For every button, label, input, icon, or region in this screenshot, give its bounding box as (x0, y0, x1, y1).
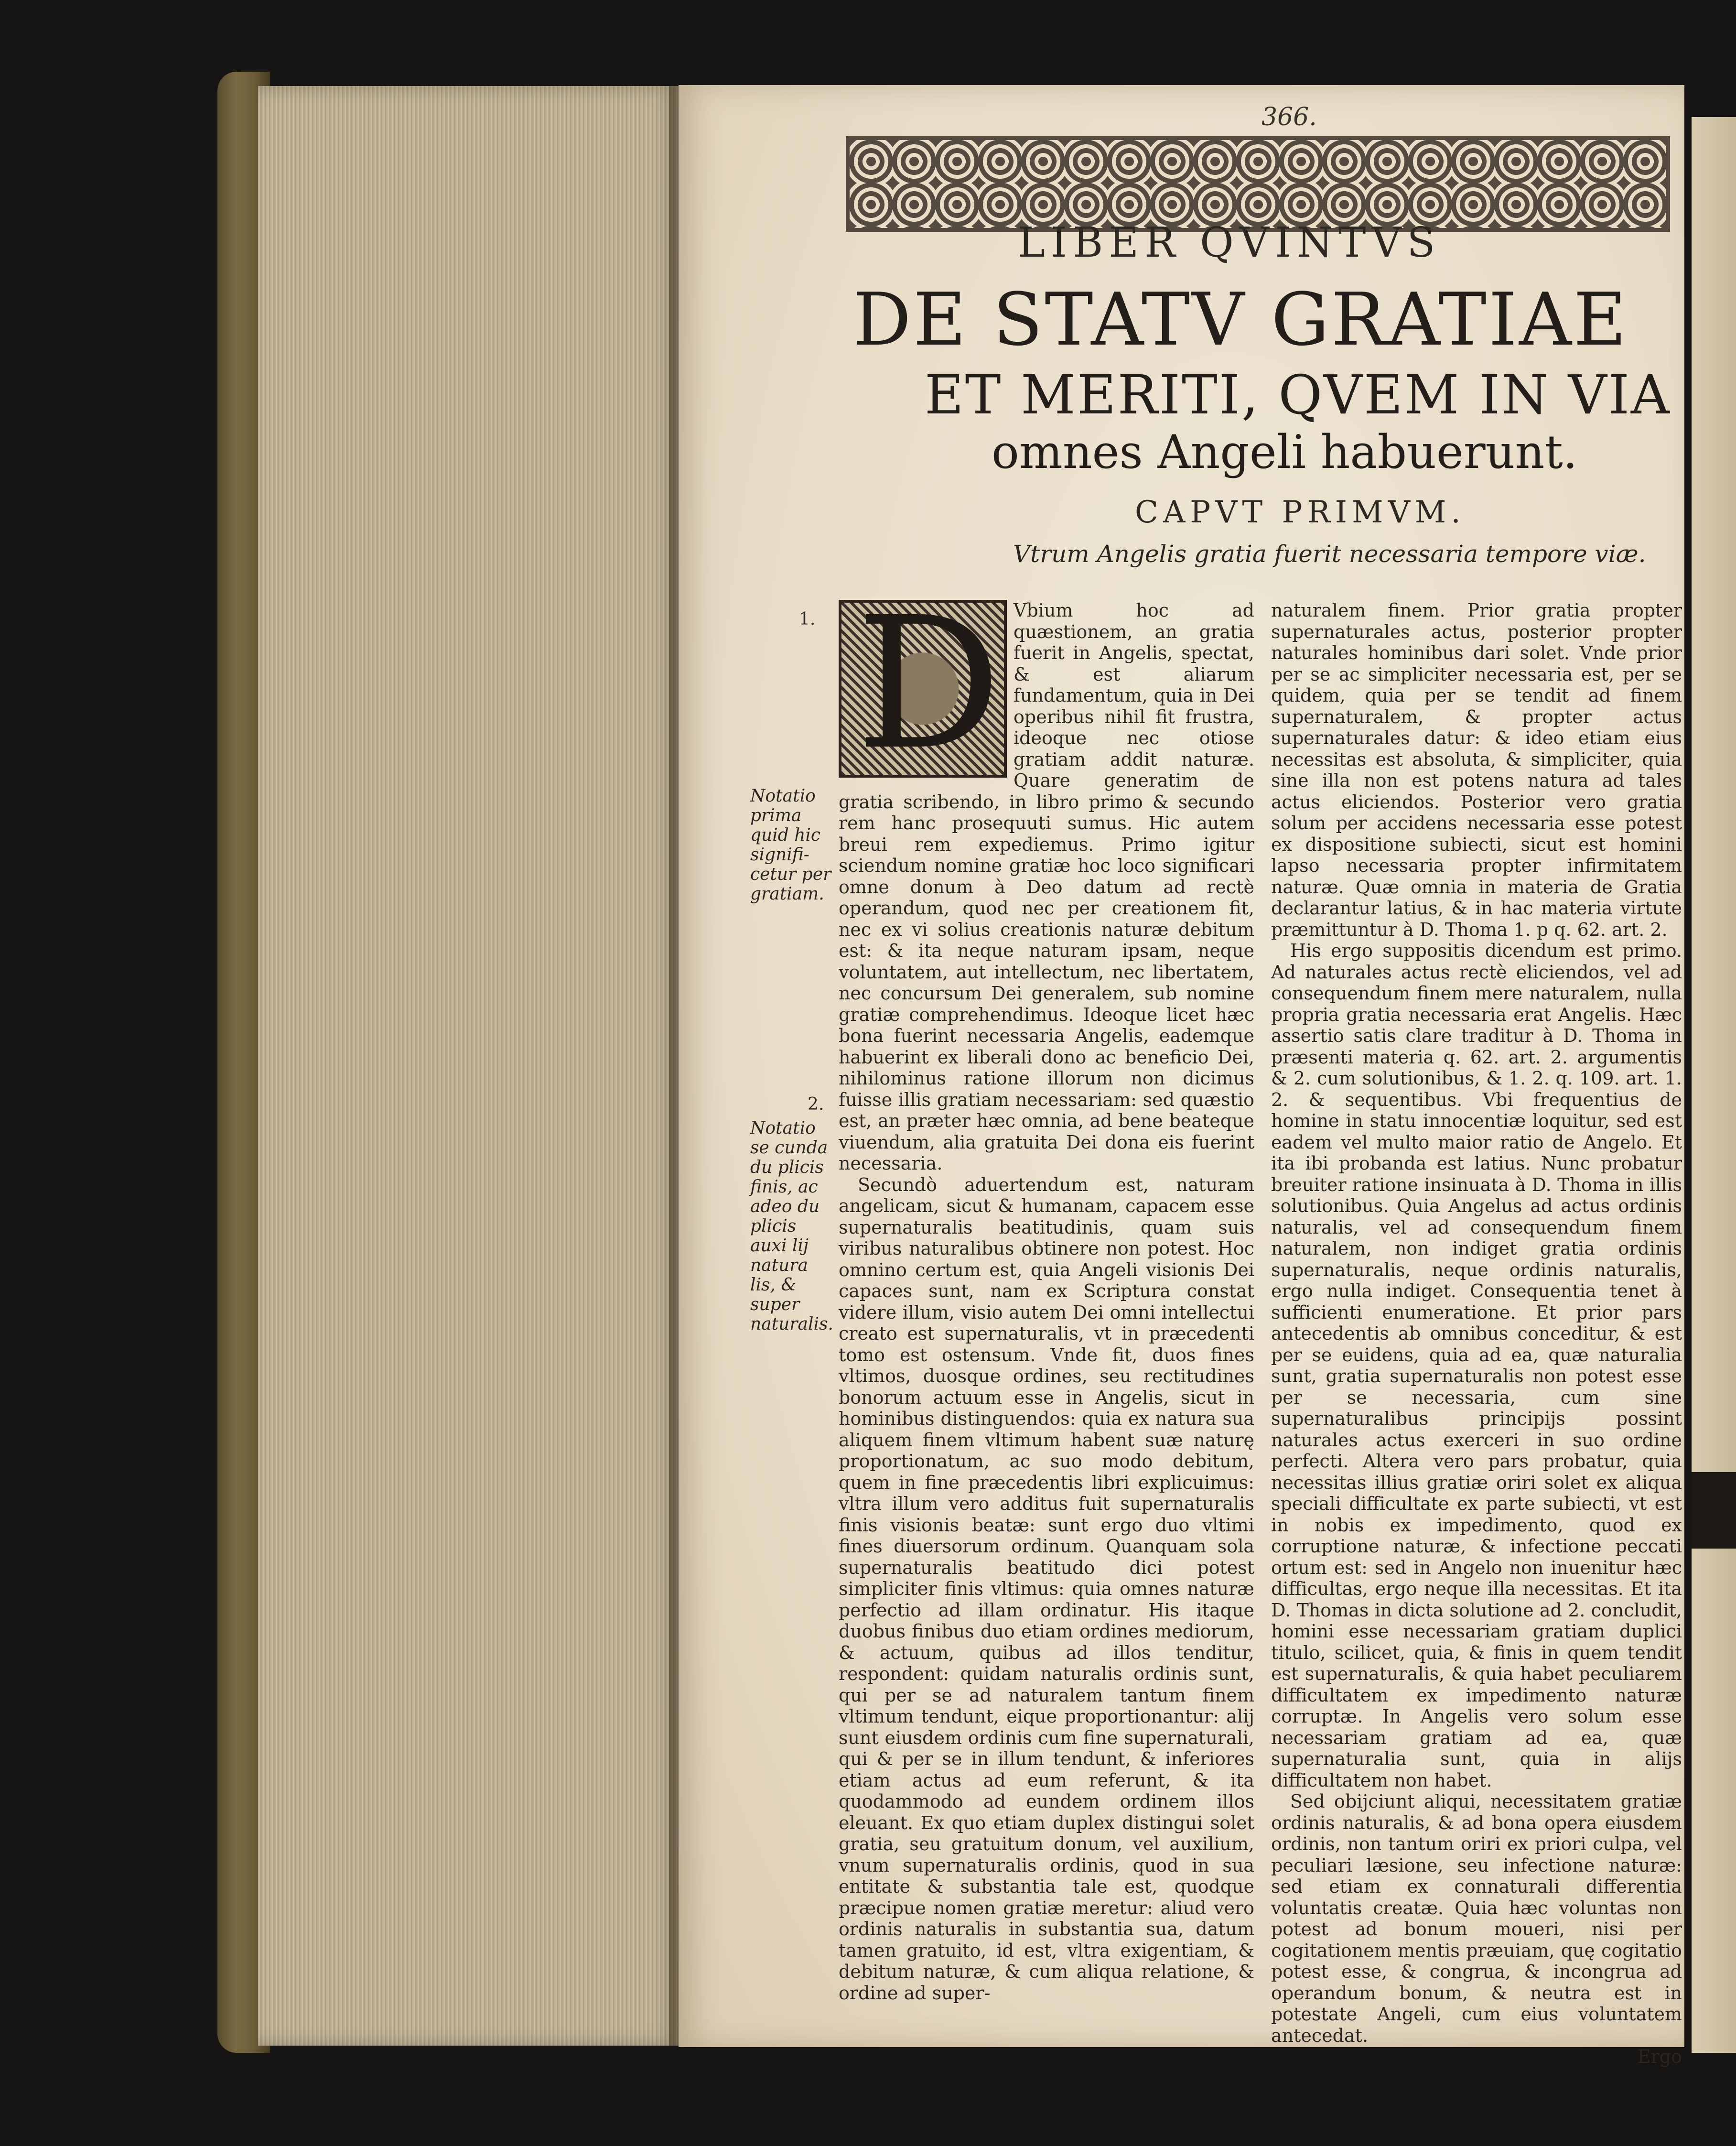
catchword: Ergo (1637, 2046, 1682, 2067)
initial-letter: D (856, 578, 1002, 790)
paragraph: Secundò aduertendum est, naturam angelicam, sicut & humanam, capacem esse supernaturalis beatitudinis, quam suis viribus naturalibus obtinere non potest. Hoc omnino certum est, quia Angeli visionis Dei capaces sunt, nam ex Scriptura constat videre illum, visio autem Dei omni intellectui creato est supernaturalis, vt in præcedenti tomo est ostensum. Vnde fit, duos fines vltimos, duosque ordines, seu rectitudines bonorum actuum esse in Angelis, sicut in hominibus distinguendos: quia ex natura sua aliquem finem vltimum habent suæ naturę proportionatum, ac suo modo debitum, quem in fine præcedentis libri explicuimus: vltra illum vero additus fuit supernaturalis finis visionis beatæ: sunt ergo duo vltimi fines diuersorum ordinum. Quanquam sola supernaturalis beatitudo dici potest simpliciter finis vltimus: quia omnes naturæ perfectio ad illam ordinatur. His itaque duobus finibus duo etiam ordines mediorum, & actuum, quibus ad illos tenditur, respondent: quidam naturalis ordinis sunt, qui per se ad naturalem tantum finem vltimum tendunt, eique proportionantur: alij sunt eiusdem ordinis cum fine supernaturali, qui & per se in illum tendunt, & inferiores etiam actus ad eum referunt, & ita quodammodo ad eundem ordinem illos eleuant. Ex quo etiam duplex distingui solet gratia, seu gratuitum donum, vel auxilium, vnum supernaturalis ordinis, quod in sua entitate & substantia tale est, quodque præcipue nomen gratiæ meretur: aliud vero ordinis naturalis in substantia sua, datum tamen gratuito, id est, vltra exigentiam, & debitum naturæ, & cum aliqua relatione, & ordine ad super- (839, 1174, 1254, 2004)
margin-number-1: 1. (799, 609, 816, 629)
page-number: 366. (1262, 103, 1317, 131)
chapter-heading: CAPVT PRIMVM. (1135, 495, 1466, 530)
title-line-2: ET MERITI, QVEM IN VIA (925, 364, 1671, 426)
ornamental-headpiece (846, 136, 1670, 232)
book-heading: LIBER QVINTVS (1018, 219, 1441, 267)
paragraph: naturalem finem. Prior gratia propter supernaturales actus, posterior propter naturales hominibus dari solet. Vnde prior per se ac simpliciter necessaria est, per se quidem, quia per se tendit ad finem supernaturalem, & propter actus supernaturales datur: & ideo etiam eius necessitas est absoluta, & simpliciter, quia sine illa non est potens natura ad tales actus eliciendos. Posterior vero gratia solum per accidens necessaria esse potest ex dispositione subiecti, sicut est homini lapso necessaria propter infirmitatem naturæ. Quæ omnia in materia de Gratia declarantur latius, & in hac materia virtute præmittuntur à D. Thoma 1. p q. 62. art. 2. (1271, 600, 1682, 940)
decorated-initial (839, 578, 1007, 790)
facing-page-edge (1692, 117, 1736, 2053)
right-text-column (1271, 600, 1682, 2068)
left-text-column (839, 578, 1254, 2004)
margin-note-2: Notatio se cunda du plicis finis, ac adeo du plicis auxi lij natura lis, & super naturalis. (750, 1118, 833, 1334)
paragraph: His ergo suppositis dicendum est primo. Ad naturales actus rectè eliciendos, vel ad consequendum finem mere naturalem, nulla propria gratia necessaria erat Angelis. Hæc assertio satis clare traditur à D. Thoma in præsenti materia q. 62. art. 2. argumentis & 2. cum solutionibus, & 1. 2. q. 109. art. 1. 2. & sequentibus. Vbi frequentius de homine in statu innocentiæ loquitur, sed est eadem vel multo maior ratio de Angelo. Et ita ibi probanda est latius. Nunc probatur breuiter ratione insinuata à D. Thoma in illis solutionibus. Quia Angelus ad actus ordinis naturalis, vel ad consequendum finem naturalem, non indiget gratia ordinis supernaturalis, neque ordinis naturalis, ergo nulla indiget. Consequentia tenet à sufficienti enumeratione. Et prior pars antecedentis ab omnibus conceditur, & est per se euidens, quia ad ea, quæ naturalia sunt, gratia supernaturalis non potest esse per se necessaria, cum sine supernaturalibus principijs possint naturales actus exerceri in suo ordine perfecti. Altera vero pars probatur, quia necessitas illius gratiæ oriri solet ex aliqua speciali difficultate ex parte subiecti, vt est in nobis ex impedimento, quod ex corruptione naturæ, & infectione peccati ortum est: sed in Angelo non inuenitur hæc difficultas, ergo neque illa necessitas. Et ita D. Thomas in dicta solutione ad 2. concludit, homini esse necessariam gratiam duplici titulo, scilicet, quia, & finis in quem tendit est supernaturalis, & quia habet peculiarem difficultatem ex impedimento naturæ corruptæ. In Angelis vero solum esse necessariam gratiam ad ea, quæ supernaturalia sunt, quia in alijs difficultatem non habet. (1271, 940, 1682, 1791)
margin-note-1: Notatio prima quid hic signifi-cetur per gratiam. (750, 786, 831, 904)
question-heading: Vtrum Angelis gratia fuerit necessaria tempore viæ. (1013, 540, 1646, 568)
title-line-3: omnes Angeli habuerunt. (992, 425, 1578, 479)
paragraph: Vbium hoc ad quæstionem, an gratia fuerit in Angelis, spectat, & est aliarum fundamentum, quia in Dei operibus nihil fit frustra, ideoque nec otiose gratiam addit naturæ. Quare generatim de gratia scribendo, in libro primo & secundo rem hanc prosequuti sumus. Hic autem breui rem expediemus. Primo igitur sciendum nomine gratiæ hoc loco significari omne donum à Deo datum ad rectè operandum, quod nec per creationem fit, nec ex vi solius creationis naturæ debitum est: & ita neque naturam ipsam, neque voluntatem, aut intellectum, nec libertatem, nec concursum Dei generalem, sub nomine gratiæ comprehendimus. Ideoque licet hæc bona fuerint necessaria Angelis, eademque habuerint ex liberali dono ac beneficio Dei, nihilominus ratione illorum non dicimus fuisse illis gratiam necessariam: sed quæstio est, an præter hæc omnia, ad bene beateque viuendum, alia gratuita Dei dona eis fuerint necessaria. (839, 600, 1254, 1174)
title-line-1: DE STATV GRATIAE (853, 277, 1628, 362)
page-block-edge (258, 86, 679, 2046)
facing-page-dark-gap (1692, 1472, 1736, 1549)
margin-number-2: 2. (808, 1095, 824, 1114)
paragraph: Sed obijciunt aliqui, necessitatem gratiæ ordinis naturalis, & ad bona opera eiusdem ordinis, non tantum oriri ex priori culpa, vel peculiari læsione, seu infectione naturæ: sed etiam ex connaturali differentia voluntatis creatæ. Quia hæc voluntas non potest ad bonum moueri, nisi per cogitationem mentis præuiam, quę cogitatio potest esse, & congrua, & incongrua ad operandum bonum, & neutra est in potestate Angeli, cum eius voluntatem antecedat. (1271, 1791, 1682, 2046)
